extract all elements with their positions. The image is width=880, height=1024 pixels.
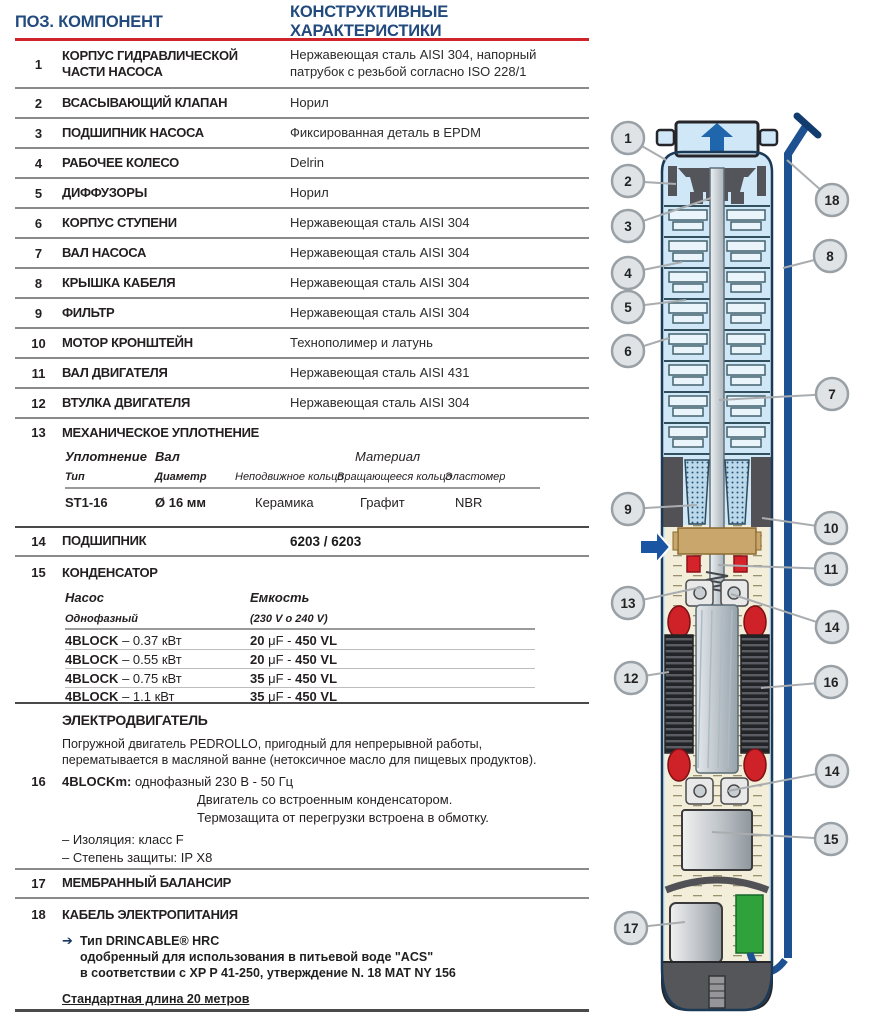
svg-text:11: 11 — [823, 562, 839, 577]
capacitor-col-capacity: Емкость — [250, 590, 310, 605]
mechanical-seal-block — [15, 419, 589, 528]
pump-power: – 1.1 кВт — [122, 689, 175, 704]
svg-text:14: 14 — [824, 620, 840, 635]
table-row — [15, 209, 589, 239]
row-pos: 16 — [31, 774, 46, 789]
cap-unit: μF - — [268, 689, 292, 704]
seal-col-elastomer: Эластомер — [445, 471, 506, 483]
cable-length-note: Стандартная длина 20 метров — [62, 992, 250, 1006]
cable-approval: одобренный для использования в питьевой воде "ACS" — [80, 950, 434, 964]
svg-text:4: 4 — [624, 266, 632, 281]
motor-model-line — [62, 774, 293, 789]
row-pos: 5 — [34, 185, 43, 201]
motor-section — [665, 605, 769, 781]
svg-text:14: 14 — [824, 764, 840, 779]
row-pos: 10 — [31, 335, 46, 351]
row-value: Нержавеющая сталь AISI 431 — [290, 364, 470, 380]
callout-10 — [815, 512, 847, 544]
callout-5 — [612, 291, 644, 323]
callout-8 — [814, 240, 846, 272]
row-pos: 11 — [31, 365, 46, 381]
cap-value: 20 — [250, 652, 265, 667]
seal-elastomer: NBR — [455, 495, 483, 510]
table-row — [15, 269, 589, 299]
motor-protection-note: – Степень защиты: IP X8 — [62, 850, 213, 865]
svg-text:17: 17 — [623, 921, 639, 936]
callout-18 — [816, 184, 848, 216]
pump-power: – 0.75 кВт — [122, 671, 182, 686]
bearing-value: 6203 / 6203 — [290, 534, 362, 549]
header-position-component: ПОЗ. КОМПОНЕНТ — [15, 12, 163, 31]
row-name: ВАЛ ДВИГАТЕЛЯ — [62, 364, 168, 380]
row-name: КРЫШКА КАБЕЛЯ — [62, 274, 176, 290]
row-value: Нержавеющая сталь AISI 304 — [290, 274, 470, 290]
cable-entry-block — [736, 895, 763, 953]
motor-spec1: однофазный 230 В - 50 Гц — [134, 774, 294, 789]
row-name: МЕМБРАННЫЙ БАЛАНСИР — [62, 875, 232, 891]
capacitor-value — [250, 689, 337, 704]
callout-1 — [612, 122, 644, 154]
bearing-row — [15, 528, 589, 557]
callout-4 — [612, 257, 644, 289]
seal-header-rule — [65, 487, 540, 489]
components-table — [15, 3, 589, 1012]
row-value: Delrin — [290, 154, 324, 170]
row-name: КОРПУС СТУПЕНИ — [62, 214, 177, 230]
svg-text:13: 13 — [620, 596, 636, 611]
callout-14 — [816, 611, 848, 643]
capacitor-sub-pump: Однофазный — [65, 613, 138, 625]
pump-model: 4BLOCK — [65, 671, 119, 686]
svg-text:6: 6 — [624, 344, 632, 359]
row-name: ПОДШИПНИК — [62, 533, 147, 549]
callout-7 — [816, 378, 848, 410]
cap-unit: μF - — [268, 633, 292, 648]
capacitor-header-rule — [65, 628, 535, 630]
row-value: Фиксированная деталь в EPDM — [290, 124, 481, 140]
stator-winding — [741, 635, 769, 753]
table-row — [15, 329, 589, 359]
motor-spec3: Термозащита от перегрузки встроена в обмотку. — [197, 810, 489, 825]
pump-power: – 0.55 кВт — [122, 652, 182, 667]
capacitor-sub-capacity: (230 V o 240 V) — [250, 613, 328, 625]
callout-6 — [612, 335, 644, 367]
row-name: МОТОР КРОНШТЕЙН — [62, 334, 193, 350]
capacitor-value — [250, 671, 337, 686]
seal-col-stationary: Неподвижное кольцо — [235, 471, 344, 483]
svg-text:3: 3 — [624, 219, 632, 234]
capacitor-title: КОНДЕНСАТОР — [62, 565, 158, 580]
svg-text:1: 1 — [624, 131, 632, 146]
row-name: ВСАСЫВАЮЩИЙ КЛАПАН — [62, 94, 228, 110]
cap-unit: μF - — [268, 671, 292, 686]
callout-17 — [615, 912, 647, 944]
row-pos: 17 — [31, 876, 46, 891]
pump-model: 4BLOCK — [65, 689, 119, 704]
callout-14b — [816, 755, 848, 787]
row-pos: 6 — [34, 215, 43, 231]
row-name: ФИЛЬТР — [62, 304, 115, 320]
cap-volt: 450 VL — [295, 689, 338, 704]
capacitor-block — [15, 557, 589, 704]
seal-title: МЕХАНИЧЕСКОЕ УПЛОТНЕНИЕ — [62, 425, 259, 440]
callout-2 — [612, 165, 644, 197]
row-pos: 18 — [31, 907, 46, 922]
svg-text:9: 9 — [624, 502, 632, 517]
seal-group-shaft: Вал — [155, 449, 180, 464]
svg-text:8: 8 — [826, 249, 834, 264]
svg-text:18: 18 — [824, 193, 840, 208]
row-value: Норил — [290, 184, 329, 200]
seal-group-seal: Уплотнение — [65, 449, 147, 464]
row-pos: 1 — [34, 56, 43, 72]
row-pos: 15 — [31, 565, 46, 580]
row-value: Норил — [290, 94, 329, 110]
seal-col-type: Тип — [65, 471, 85, 483]
cable-block — [15, 899, 589, 1012]
row-value: Нержавеющая сталь AISI 304, напорный патрубок с резьбой согласно ISO 228/1 — [290, 47, 537, 79]
bottom-bolt — [709, 976, 725, 1008]
svg-text:15: 15 — [823, 832, 839, 847]
cap-volt: 450 VL — [295, 633, 338, 648]
callout-9 — [612, 493, 644, 525]
row-name: КОРПУС ГИДРАВЛИЧЕСКОЙ ЧАСТИ НАСОСА — [62, 47, 238, 79]
seal-col-rotating: Вращающееся кольцо — [337, 471, 452, 483]
motor-model: 4BLOCKm: — [62, 774, 132, 789]
table-row — [15, 179, 589, 209]
row-pos: 14 — [31, 534, 46, 549]
motor-title: ЭЛЕКТРОДВИГАТЕЛЬ — [62, 712, 208, 728]
callout-16 — [815, 666, 847, 698]
motor-insulation-note: – Изоляция: класс F — [62, 832, 184, 847]
cable-title: КАБЕЛЬ ЭЛЕКТРОПИТАНИЯ — [62, 907, 238, 922]
seal-group-material: Материал — [355, 449, 421, 464]
row-pos: 8 — [34, 275, 43, 291]
table-row — [15, 149, 589, 179]
row-pos: 12 — [31, 395, 46, 411]
cable-standard: в соответствии с XP P 41-250, утверждение N. 18 MAT NY 156 — [80, 966, 456, 980]
cap-value: 35 — [250, 671, 265, 686]
seal-type: ST1-16 — [65, 495, 108, 510]
callout-3 — [612, 210, 644, 242]
svg-text:10: 10 — [823, 521, 839, 536]
pump-model: 4BLOCK — [65, 633, 119, 648]
row-name: ВТУЛКА ДВИГАТЕЛЯ — [62, 394, 191, 410]
callout-13 — [612, 587, 644, 619]
row-pos: 4 — [34, 155, 43, 171]
table-header — [15, 3, 589, 40]
seal-col-diameter: Диаметр — [155, 471, 207, 483]
pump-model: 4BLOCK — [65, 652, 119, 667]
callout-15 — [815, 823, 847, 855]
callout-11 — [815, 553, 847, 585]
row-pos: 13 — [31, 425, 46, 440]
row-name: РАБОЧЕЕ КОЛЕСО — [62, 154, 179, 170]
motor-spec2: Двигатель со встроенным конденсатором. — [197, 792, 453, 807]
svg-text:2: 2 — [624, 174, 632, 189]
table-row — [15, 359, 589, 389]
row-value: Нержавеющая сталь AISI 304 — [290, 304, 470, 320]
seal-stationary: Керамика — [255, 495, 314, 510]
capacitor-value — [250, 652, 337, 667]
capacitor-row — [65, 633, 182, 648]
svg-text:16: 16 — [823, 675, 839, 690]
seal-rotating: Графит — [360, 495, 405, 510]
row-pos: 3 — [34, 125, 43, 141]
capacitor-col-pump: Насос — [65, 590, 105, 605]
capacitor-row-rule — [65, 687, 535, 688]
balancer-row — [15, 870, 589, 899]
callout-12 — [615, 662, 647, 694]
cap-volt: 450 VL — [295, 671, 338, 686]
motor-description: Погружной двигатель PEDROLLO, пригодный для непрерывной работы, перематывается в масляной ванне (нетоксичное масло для пищевых продуктов). — [62, 737, 537, 768]
row-pos: 2 — [34, 95, 43, 111]
capacitor-row-rule — [65, 649, 535, 650]
capacitor-row-rule — [65, 668, 535, 669]
row-name: ПОДШИПНИК НАСОСА — [62, 124, 204, 140]
header-characteristics: КОНСТРУКТИВНЫЕ ХАРАКТЕРИСТИКИ — [290, 3, 449, 40]
svg-text:7: 7 — [828, 387, 836, 402]
right-arrow-icon: ➔ — [62, 933, 73, 948]
capacitor-cylinder — [682, 810, 752, 870]
pump-cutaway-diagram — [590, 110, 880, 1024]
cap-volt: 450 VL — [295, 652, 338, 667]
seal-diameter: Ø 16 мм — [155, 495, 207, 510]
row-name: ДИФФУЗОРЫ — [62, 184, 147, 200]
cap-value: 20 — [250, 633, 265, 648]
cable-type: Тип DRINCABLE® HRC — [80, 934, 220, 948]
capacitor-row — [65, 671, 182, 686]
pump-power: – 0.37 кВт — [122, 633, 182, 648]
table-row — [15, 119, 589, 149]
membrane-balancer — [670, 903, 722, 963]
table-row — [15, 41, 589, 89]
row-value: Нержавеющая сталь AISI 304 — [290, 214, 470, 230]
table-row — [15, 89, 589, 119]
table-row — [15, 299, 589, 329]
capacitor-value — [250, 633, 337, 648]
cap-value: 35 — [250, 689, 265, 704]
capacitor-row — [65, 689, 174, 704]
row-pos: 7 — [34, 245, 43, 261]
capacitor-row — [65, 652, 182, 667]
motor-block — [15, 704, 589, 870]
table-row — [15, 239, 589, 269]
row-pos: 9 — [34, 305, 43, 321]
power-cable — [788, 116, 818, 958]
cap-unit: μF - — [268, 652, 292, 667]
row-value: Нержавеющая сталь AISI 304 — [290, 244, 470, 260]
svg-text:12: 12 — [623, 671, 639, 686]
table-row — [15, 389, 589, 419]
row-value: Технополимер и латунь — [290, 334, 433, 350]
stator-winding — [665, 635, 693, 753]
svg-text:5: 5 — [624, 300, 632, 315]
row-value: Нержавеющая сталь AISI 304 — [290, 394, 470, 410]
row-name: ВАЛ НАСОСА — [62, 244, 147, 260]
